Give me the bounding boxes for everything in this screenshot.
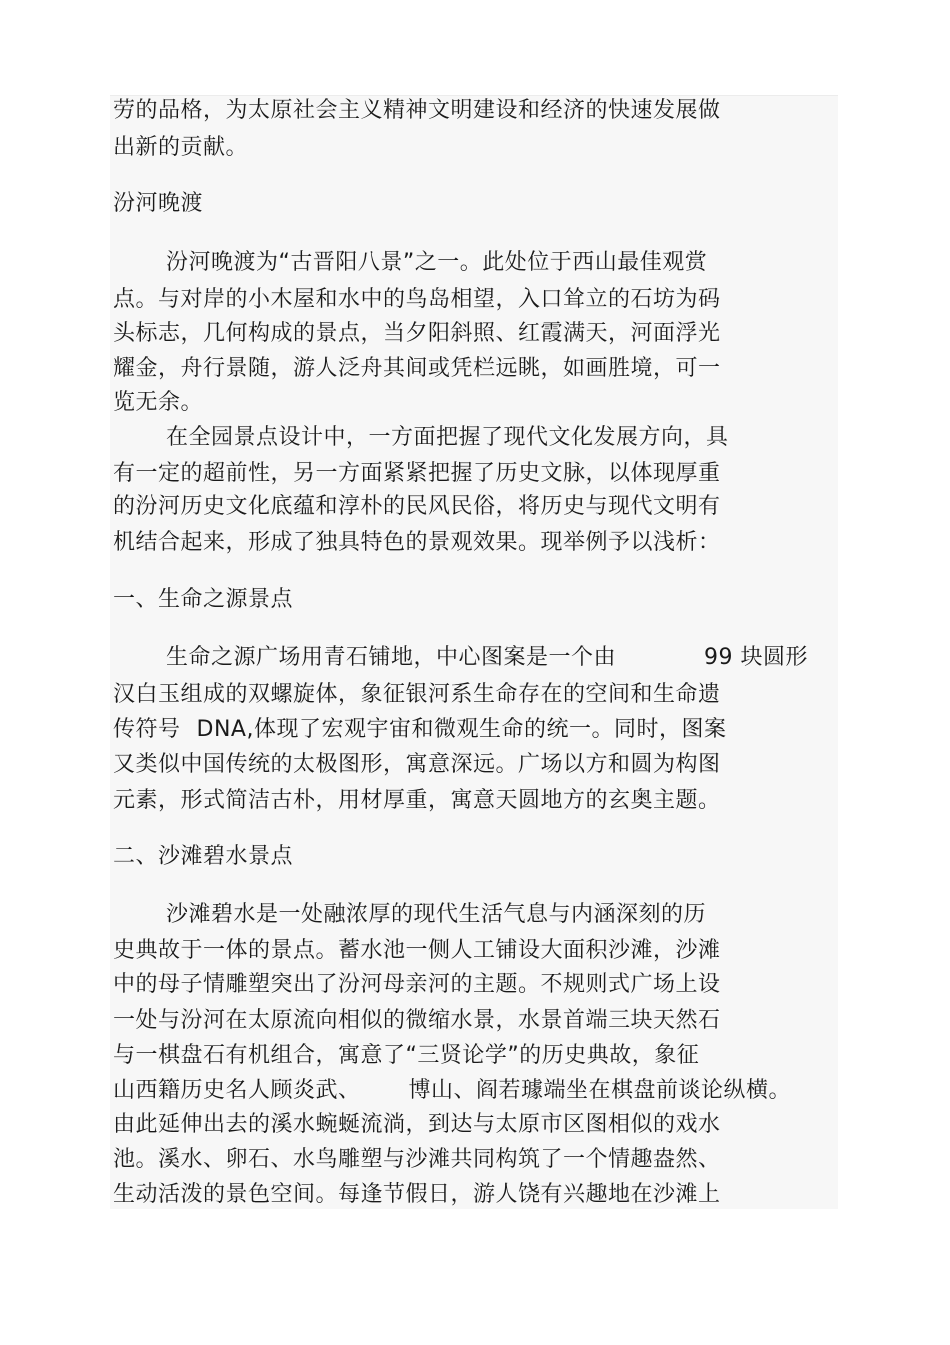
paragraph-line — [166, 643, 808, 673]
text-fragment: 传符号 — [113, 717, 181, 742]
paragraph-line: 元素，形式简洁古朴，用材厚重，寓意天圆地方的玄奥主题。 — [113, 788, 721, 813]
text-fragment: 山西籍历史名人顾炎武、 — [113, 1078, 361, 1103]
paragraph-line: 的汾河历史文化底蕴和淳朴的民风民俗，将历史与现代文明有 — [113, 494, 721, 519]
section-heading-two: 二、沙滩碧水景点 — [113, 844, 294, 869]
paragraph-line: 点。与对岸的小木屋和水中的鸟岛相望，入口耸立的石坊为码 — [113, 287, 721, 312]
paragraph-line — [113, 715, 726, 745]
paragraph-line: 史典故于一体的景点。蓄水池一侧人工铺设大面积沙滩，沙滩 — [113, 938, 721, 963]
text-fragment: DNA, — [196, 717, 254, 742]
paragraph-line: 沙滩碧水是一处融浓厚的现代生活气息与内涵深刻的历 — [166, 902, 707, 927]
paragraph-line: 头标志，几何构成的景点，当夕阳斜照、红霞满天，河面浮光 — [113, 321, 721, 346]
paragraph-line: 出新的贡献。 — [113, 135, 249, 160]
paragraph-line: 由此延伸出去的溪水蜿蜒流淌，到达与太原市区图相似的戏水 — [113, 1112, 721, 1137]
paragraph-line: 机结合起来，形成了独具特色的景观效果。现举例予以浅析： — [113, 530, 721, 555]
paragraph-line: 有一定的超前性，另一方面紧紧把握了历史文脉，以体现厚重 — [113, 461, 721, 486]
section-heading-fenhe: 汾河晚渡 — [113, 191, 204, 216]
paragraph-line: 汾河晚渡为“古晋阳八景”之一。此处位于西山最佳观赏 — [166, 250, 708, 275]
paragraph-line: 中的母子情雕塑突出了汾河母亲河的主题。不规则式广场上设 — [113, 972, 721, 997]
text-fragment: 99 块圆形 — [704, 645, 809, 670]
paragraph-line: 一处与汾河在太原流向相似的微缩水景，水景首端三块天然石 — [113, 1008, 721, 1033]
text-fragment: 体现了宏观宇宙和微观生命的统一。同时，图案 — [253, 717, 727, 742]
text-fragment: 博山、阎若璩端坐在棋盘前谈论纵横。 — [408, 1078, 792, 1103]
paragraph-line: 与一棋盘石有机组合，寓意了“三贤论学”的历史典故，象征 — [113, 1043, 700, 1068]
paragraph-line: 劳的品格，为太原社会主义精神文明建设和经济的快速发展做 — [113, 98, 721, 123]
paragraph-line: 生动活泼的景色空间。每逢节假日，游人饶有兴趣地在沙滩上 — [113, 1182, 721, 1207]
paragraph-line: 汉白玉组成的双螺旋体，象征银河系生命存在的空间和生命遗 — [113, 682, 721, 707]
paragraph-line: 览无余。 — [113, 390, 204, 415]
paragraph-line: 池。溪水、卵石、水鸟雕塑与沙滩共同构筑了一个情趣盎然、 — [113, 1147, 721, 1172]
paragraph-line: 在全园景点设计中，一方面把握了现代文化发展方向，具 — [166, 425, 729, 450]
paragraph-line: 又类似中国传统的太极图形，寓意深远。广场以方和圆为构图 — [113, 752, 721, 777]
text-fragment: 生命之源广场用青石铺地，中心图案是一个由 — [166, 645, 617, 670]
section-heading-one: 一、生命之源景点 — [113, 587, 294, 612]
paragraph-line — [113, 1076, 791, 1106]
paragraph-line: 耀金，舟行景随，游人泛舟其间或凭栏远眺，如画胜境，可一 — [113, 356, 721, 381]
